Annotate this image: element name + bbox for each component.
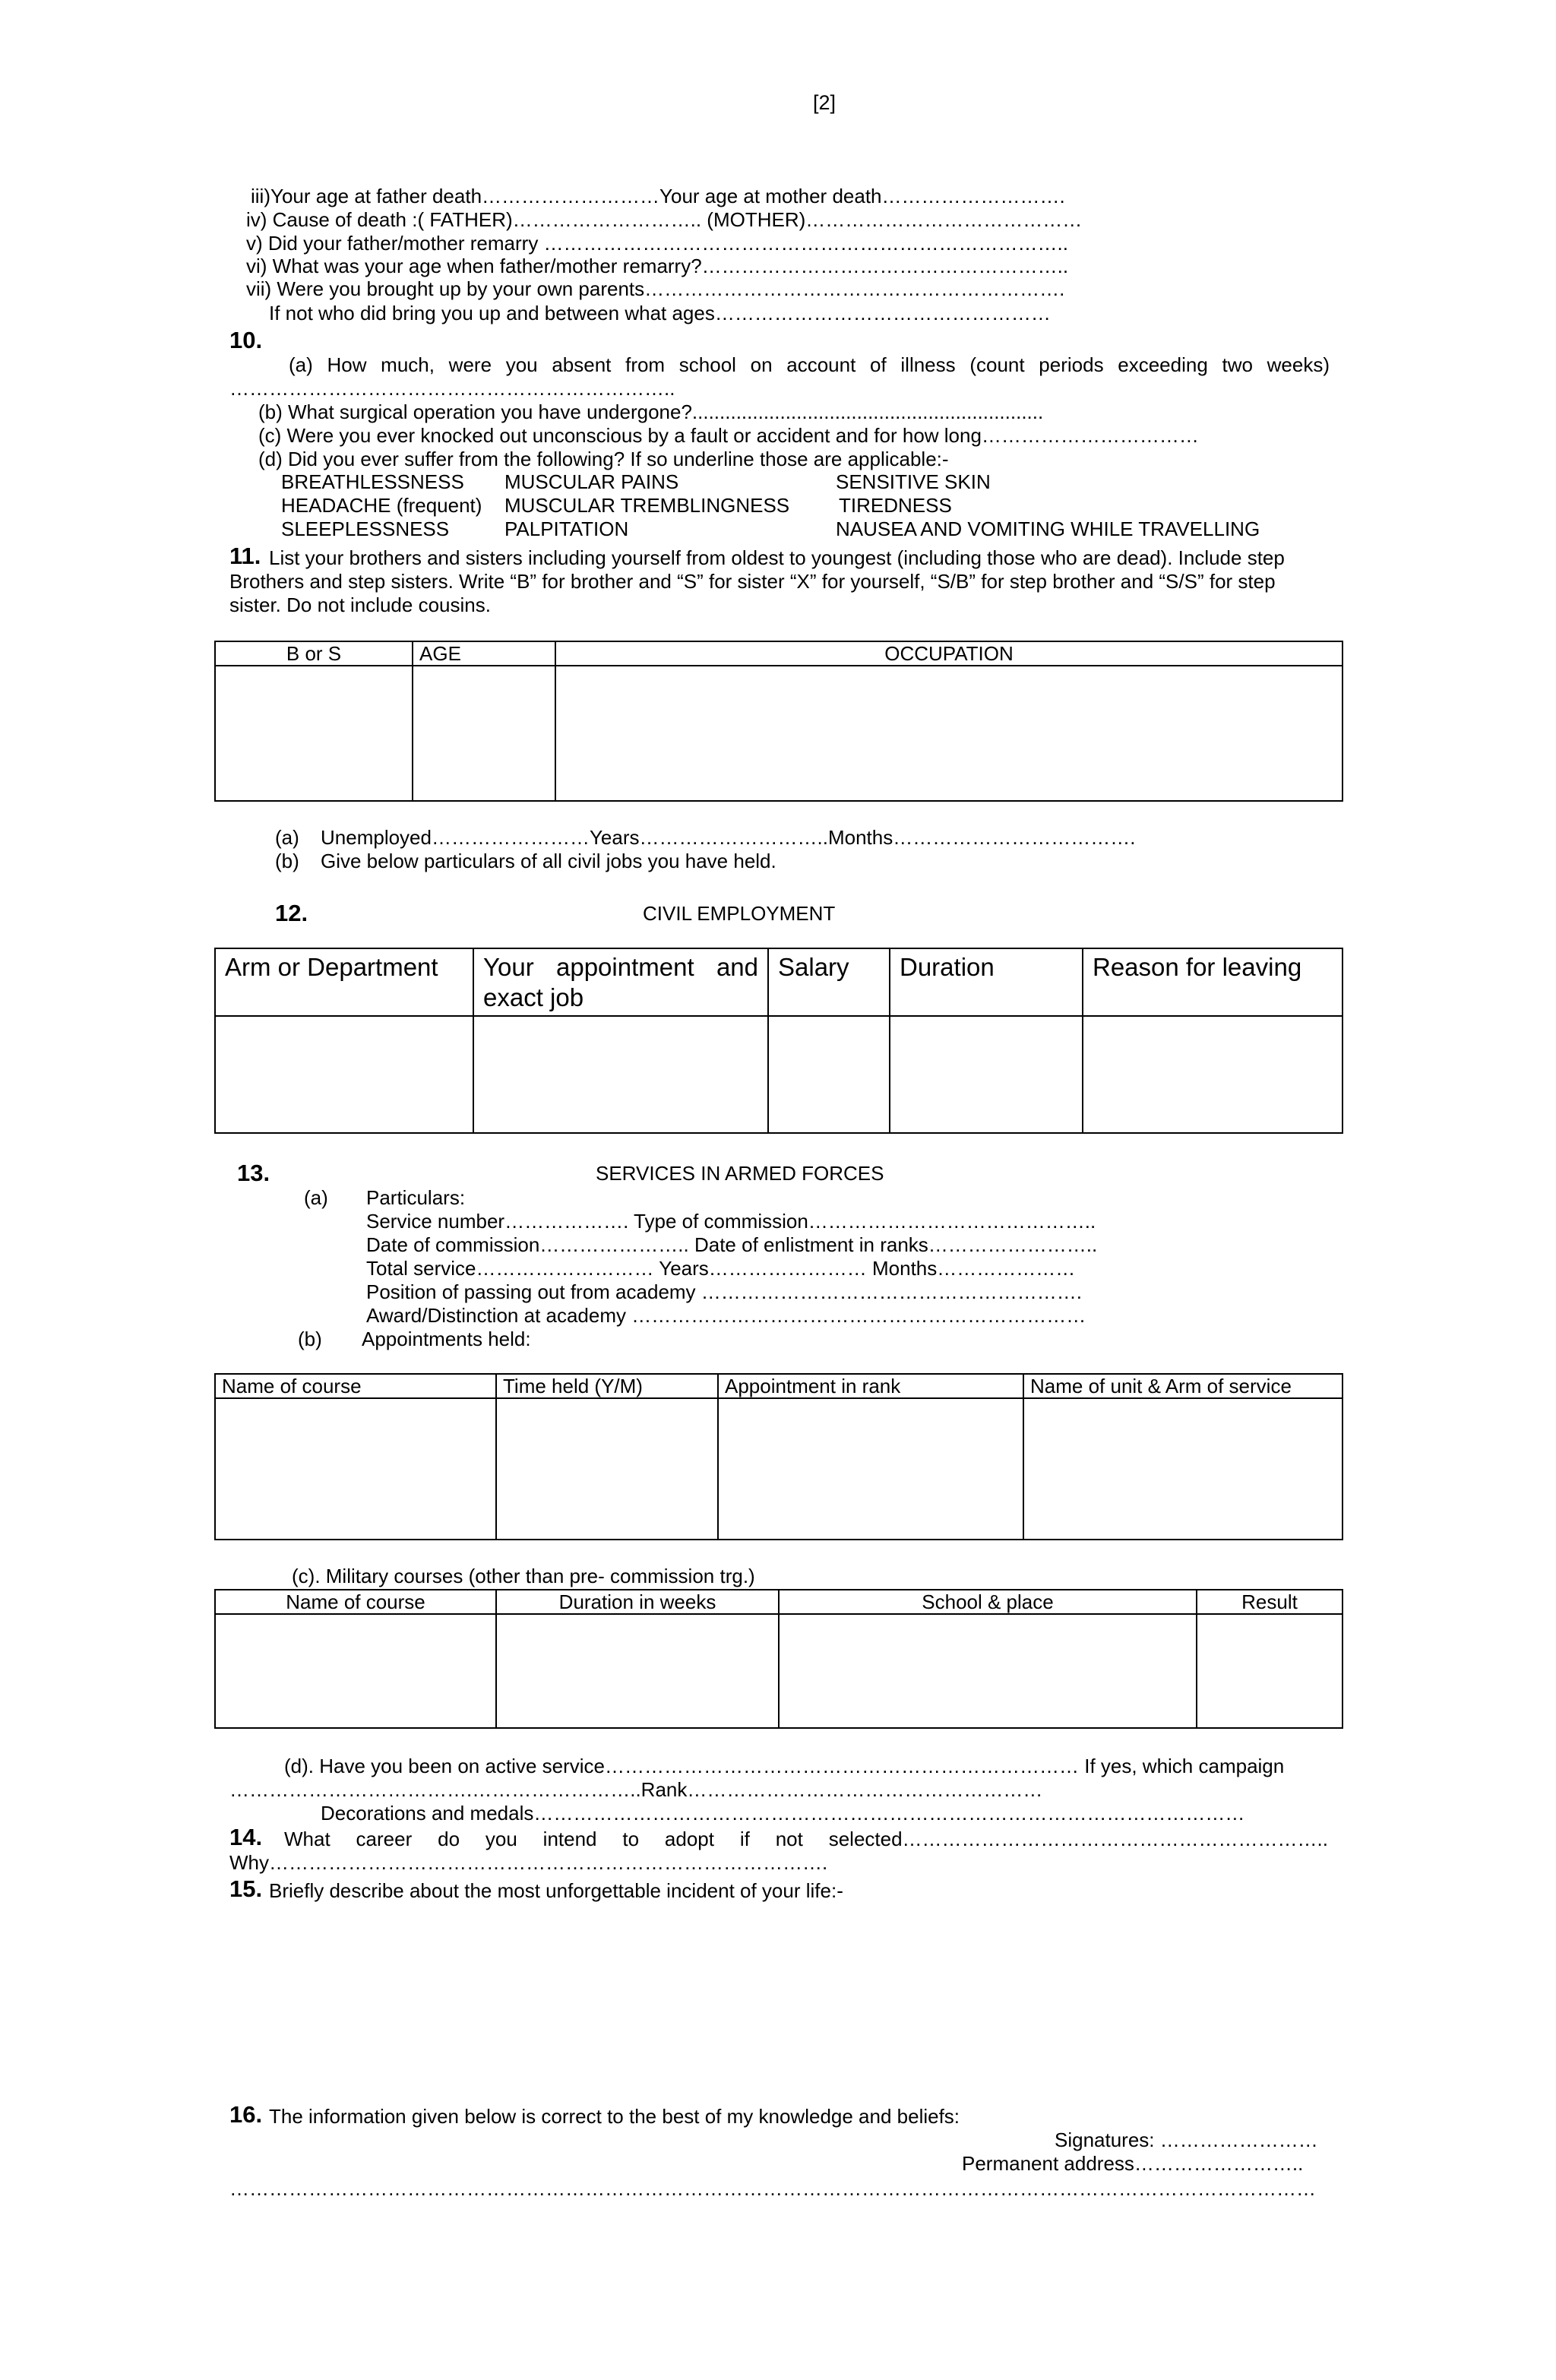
q11-line2: Brothers and step sisters. Write “B” for brother and “S” for sister “X” for yourself, “S/B” for step brother and “S/S” for step xyxy=(229,570,1276,593)
q13-title: SERVICES IN ARMED FORCES xyxy=(596,1162,884,1185)
siblings-table xyxy=(214,641,1343,802)
q10-b: (b) What surgical operation you have undergone?................................................................ xyxy=(258,400,1044,423)
civil-header-salary: Salary xyxy=(768,948,890,1016)
symptom-nausea: NAUSEA AND VOMITING WHILE TRAVELLING xyxy=(836,517,1260,540)
military-courses-table xyxy=(214,1589,1343,1729)
civil-cell-appointment[interactable] xyxy=(473,1016,768,1133)
siblings-cell-age[interactable] xyxy=(413,666,555,801)
q11-line1: List your brothers and sisters including yourself from oldest to youngest (including those who are dead). Include step xyxy=(269,546,1285,569)
course-cell-duration[interactable] xyxy=(496,1614,779,1728)
course-cell-result[interactable] xyxy=(1197,1614,1343,1728)
q11-number: 11. xyxy=(229,543,261,569)
q16-text: The information given below is correct to the best of my knowledge and beliefs: xyxy=(269,2105,960,2128)
q10-number: 10. xyxy=(229,327,263,353)
appt-cell-unit[interactable] xyxy=(1023,1398,1343,1540)
symptom-sensitive-skin: SENSITIVE SKIN xyxy=(836,470,991,493)
q13-service-number: Service number………………. Type of commission…………………………………….. xyxy=(366,1210,1096,1233)
q13-d-line2: ……………………………….……………………..Rank……………………………………………… xyxy=(229,1778,1043,1801)
q9-line-brought-up: vii) Were you brought up by your own parents………………………………………………………. xyxy=(246,277,1065,300)
course-cell-school[interactable] xyxy=(779,1614,1197,1728)
q11-a-unemployed: Unemployed……………………Years………………………..Months………………………………. xyxy=(321,826,1136,849)
civil-cell-reason[interactable] xyxy=(1083,1016,1343,1133)
q10-a-line1: (a) How much, were you absent from school on account of illness (count periods exceeding two weeks) xyxy=(289,353,1330,376)
civil-header-arm-department: Arm or Department xyxy=(215,948,473,1016)
appt-cell-time-held[interactable] xyxy=(496,1398,718,1540)
q11-a-label: (a) xyxy=(275,826,299,849)
q10-a-line2: ………………………………………………………….. xyxy=(229,377,675,400)
siblings-header-age: AGE xyxy=(413,641,555,666)
q13-number: 13. xyxy=(237,1160,270,1186)
appt-cell-appointment[interactable] xyxy=(718,1398,1023,1540)
symptom-muscular-pains: MUSCULAR PAINS xyxy=(504,470,679,493)
appointments-table xyxy=(214,1373,1343,1540)
symptom-breathlessness: BREATHLESSNESS xyxy=(281,470,464,493)
civil-cell-salary[interactable] xyxy=(768,1016,890,1133)
course-header-school: School & place xyxy=(779,1590,1197,1614)
appt-header-unit: Name of unit & Arm of service xyxy=(1023,1374,1343,1398)
q13-position-passing-out: Position of passing out from academy …………………………………………………. xyxy=(366,1280,1083,1303)
q15-text: Briefly describe about the most unforgettable incident of your life:- xyxy=(269,1879,843,1902)
q13-d-decorations: Decorations and medals……………………………………………………………………………………………… xyxy=(321,1802,1245,1825)
q16-permanent-address: Permanent address…………………….. xyxy=(962,2152,1304,2175)
symptom-headache: HEADACHE (frequent) xyxy=(281,494,482,517)
q13-a-label: (a) xyxy=(304,1186,328,1209)
q15-number: 15. xyxy=(229,1875,263,1902)
siblings-cell-b-or-s[interactable] xyxy=(215,666,413,801)
civil-header-duration: Duration xyxy=(890,948,1083,1016)
appt-header-course: Name of course xyxy=(215,1374,496,1398)
q12-number: 12. xyxy=(275,900,308,926)
q13-total-service: Total service……………………… Years…………………… Months………………… xyxy=(366,1257,1076,1280)
siblings-cell-occupation[interactable] xyxy=(555,666,1343,801)
course-cell-name[interactable] xyxy=(215,1614,496,1728)
q14-number: 14. xyxy=(229,1824,263,1850)
q13-c-title: (c). Military courses (other than pre- commission trg.) xyxy=(292,1565,755,1587)
q13-date-of-commission: Date of commission………………….. Date of enlistment in ranks…………………….. xyxy=(366,1233,1098,1256)
q9-line-father-mother-age: iii)Your age at father death………………………Your age at mother death………………………. xyxy=(251,185,1065,207)
siblings-header-occupation: OCCUPATION xyxy=(555,641,1343,666)
q13-b-label: (b) xyxy=(298,1328,322,1350)
q12-title: CIVIL EMPLOYMENT xyxy=(643,902,836,925)
q16-signatures: Signatures: …………………… xyxy=(1055,2128,1318,2151)
q10-d: (d) Did you ever suffer from the following? If so underline those are applicable:- xyxy=(258,448,949,470)
q11-line3: sister. Do not include cousins. xyxy=(229,593,491,616)
q9-line-remarry-age: vi) What was your age when father/mother remarry?……………………………………………….. xyxy=(246,255,1069,277)
q13-award-distinction: Award/Distinction at academy …………………………………………………………… xyxy=(366,1304,1086,1327)
course-header-result: Result xyxy=(1197,1590,1343,1614)
civil-header-reason: Reason for leaving xyxy=(1083,948,1343,1016)
q9-line-remarry: v) Did your father/mother remarry …………………………………………………………………….. xyxy=(246,232,1068,255)
q14-line1: What career do you intend to adopt if not selected……………………………………………………….. xyxy=(284,1828,1328,1850)
symptom-palpitation: PALPITATION xyxy=(504,517,629,540)
q13-d-line1: (d). Have you been on active service……………………………………………………………… If yes, which campaign xyxy=(284,1755,1285,1777)
symptom-muscular-tremblingness: MUSCULAR TREMBLINGNESS xyxy=(504,494,790,517)
appt-cell-course[interactable] xyxy=(215,1398,496,1540)
q9-line-cause-of-death: iv) Cause of death :( FATHER)……………………….. (MOTHER)…………………………………… xyxy=(246,208,1083,231)
q11-b-civil-jobs: Give below particulars of all civil jobs you have held. xyxy=(321,850,776,872)
course-header-name: Name of course xyxy=(215,1590,496,1614)
q16-address-line: ………………………………………………………………………………………………………………………………………………… xyxy=(229,2177,1316,2200)
symptom-sleeplessness: SLEEPLESSNESS xyxy=(281,517,450,540)
q14-line2: Why…………………………………………………………………………. xyxy=(229,1851,828,1874)
q11-b-label: (b) xyxy=(275,850,299,872)
civil-header-appointment: Your appointment and exact job xyxy=(473,948,768,1016)
appt-header-time-held: Time held (Y/M) xyxy=(496,1374,718,1398)
q16-number: 16. xyxy=(229,2101,263,2128)
appt-header-appointment: Appointment in rank xyxy=(718,1374,1023,1398)
course-header-duration: Duration in weeks xyxy=(496,1590,779,1614)
q10-c: (c) Were you ever knocked out unconscious by a fault or accident and for how long…………………………… xyxy=(258,424,1199,447)
q9-line-who-brought-up: If not who did bring you up and between what ages…………………………………………… xyxy=(269,302,1051,324)
page-number: [2] xyxy=(813,91,837,114)
q13-a-title: Particulars: xyxy=(366,1186,466,1209)
civil-cell-duration[interactable] xyxy=(890,1016,1083,1133)
symptom-tiredness: TIREDNESS xyxy=(839,494,952,517)
siblings-header-b-or-s: B or S xyxy=(215,641,413,666)
civil-cell-arm-department[interactable] xyxy=(215,1016,473,1133)
civil-employment-table xyxy=(214,948,1343,1134)
q13-b-title: Appointments held: xyxy=(362,1328,531,1350)
